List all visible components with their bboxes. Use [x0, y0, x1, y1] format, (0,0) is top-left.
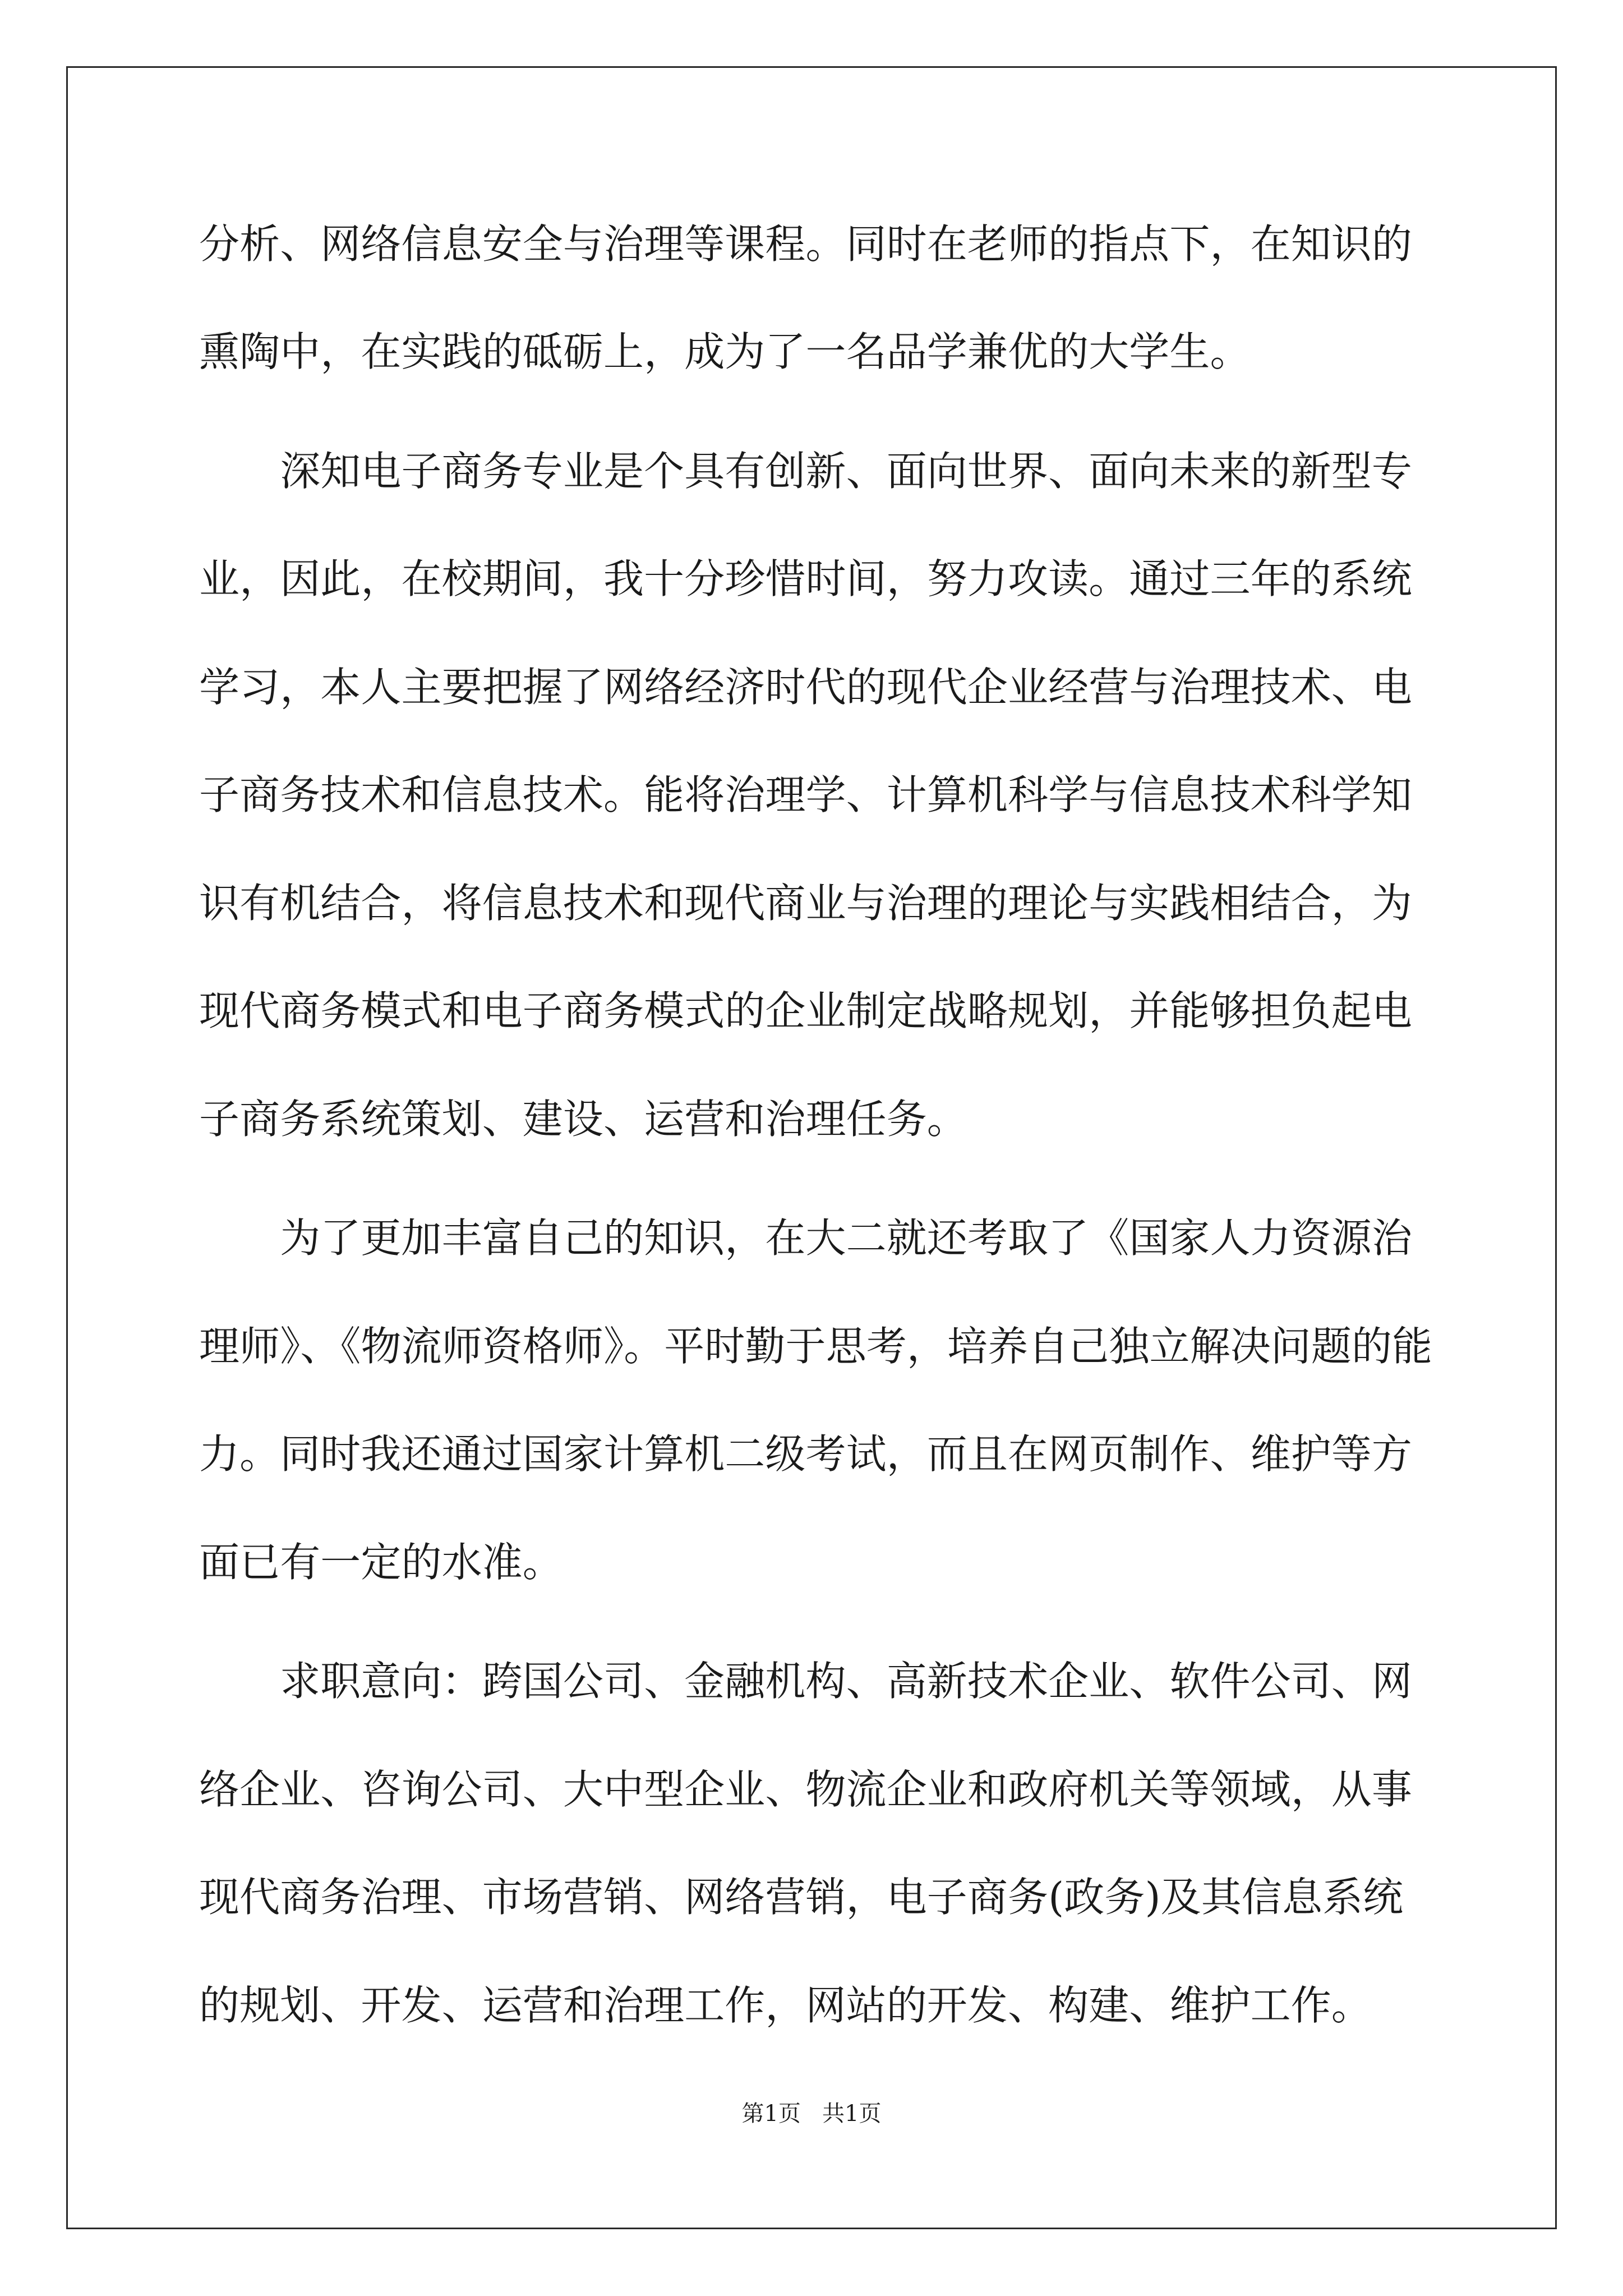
text-line: 识有机结合，将信息技术和现代商业与治理的理论与实践相结合，为	[199, 880, 1413, 927]
text-line: 熏陶中，在实践的砥砺上，成为了一名品学兼优的大学生。	[199, 328, 1251, 375]
text-line: 的规划、开发、运营和治理工作，网站的开发、构建、维护工作。	[199, 1982, 1372, 2029]
text-line: 为了更加丰富自己的知识，在大二就还考取了《国家人力资源治	[199, 1214, 1413, 1262]
text-line: 力。同时我还通过国家计算机二级考试，而且在网页制作、维护等方	[199, 1430, 1413, 1478]
text-line: 子商务系统策划、建设、运营和治理任务。	[199, 1096, 967, 1143]
page-number-current: 第1页	[741, 2101, 801, 2127]
text-line: 求职意向：跨国公司、金融机构、高新技术企业、软件公司、网	[199, 1658, 1413, 1705]
text-line: 深知电子商务专业是个具有创新、面向世界、面向未来的新型专	[199, 448, 1413, 495]
text-line: 业，因此，在校期间，我十分珍惜时间，努力攻读。通过三年的系统	[199, 555, 1413, 602]
text-line: 现代商务治理、市场营销、网络营销，电子商务(政务)及其信息系统	[199, 1874, 1404, 1921]
page-footer	[0, 2097, 1623, 2131]
text-line: 子商务技术和信息技术。能将治理学、计算机科学与信息技术科学知	[199, 771, 1413, 818]
text-line: 理师》、《物流师资格师》。平时勤于思考，培养自己独立解决问题的能	[199, 1323, 1433, 1370]
text-line: 面已有一定的水准。	[199, 1539, 563, 1586]
text-line: 络企业、咨询公司、大中型企业、物流企业和政府机关等领域，从事	[199, 1766, 1413, 1813]
text-line: 现代商务模式和电子商务模式的企业制定战略规划，并能够担负起电	[199, 987, 1413, 1034]
text-line: 学习，本人主要把握了网络经济时代的现代企业经营与治理技术、电	[199, 664, 1413, 711]
text-line: 分析、网络信息安全与治理等课程。同时在老师的指点下，在知识的	[199, 220, 1413, 268]
page-number-total: 共1页	[822, 2101, 882, 2127]
